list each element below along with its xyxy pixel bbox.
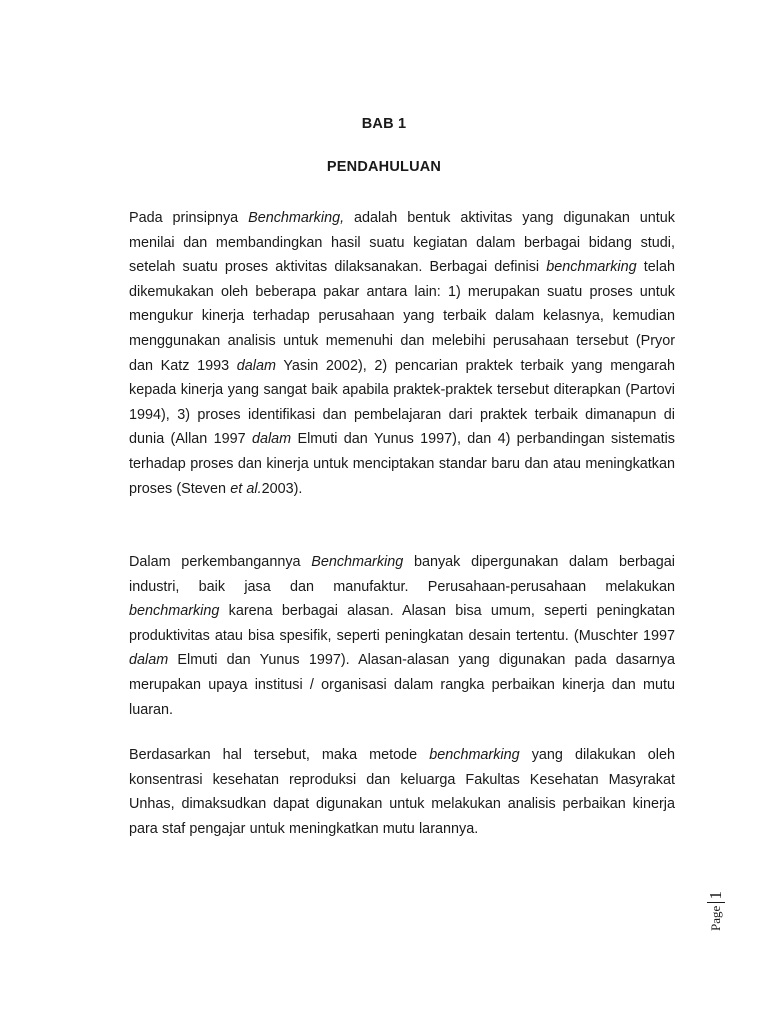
text-run: telah dikemukakan oleh beberapa pakar antara lain: 1) merupakan suatu proses untuk mengukur kinerja terhadap perusahaan yang terbaik dalam kelasnya, kemudian menggunakan analisis untuk memenuhi dan melebihi perusahaan tersebut (Pryor dan Katz 1993 bbox=[129, 259, 675, 374]
text-run: Dalam perkembangannya bbox=[129, 554, 312, 570]
chapter-number: BAB 1 bbox=[361, 116, 407, 132]
text-run: 2003). bbox=[261, 480, 303, 497]
paragraph-2 bbox=[129, 550, 675, 722]
text-run: karena berbagai alasan. Alasan bisa umum, seperti peningkatan produktivitas atau bisa spesifik, seperti peningkatan desain tertentu. (Muschter 1997 bbox=[129, 603, 675, 644]
italic-run: benchmarking bbox=[546, 259, 637, 276]
text-run: Elmuti dan Yunus 1997), dan 4) perbandingan sistematis terhadap proses dan kinerja untuk menciptakan standar baru dan atau meningkatkan proses (Steven bbox=[129, 431, 675, 497]
text-run: Berdasarkan hal tersebut, maka metode bbox=[129, 747, 430, 763]
italic-run: et al. bbox=[230, 480, 262, 497]
paragraph-3 bbox=[129, 743, 675, 841]
italic-run: Benchmarking, bbox=[248, 210, 345, 226]
italic-run: dalam bbox=[251, 431, 292, 448]
italic-run: Benchmarking bbox=[311, 554, 404, 570]
text-run: banyak dipergunakan dalam berbagai industri, baik jasa dan manufaktur. Perusahaan-perusahaan melakukan bbox=[129, 554, 675, 595]
text-run: yang dilakukan oleh konsentrasi kesehatan reproduksi dan keluarga Fakultas Kesehatan Masyrakat Unhas, dimaksudkan dapat digunakan untuk melakukan analisis perbaikan kinerja para staf pengajar untuk meningkatkan mutu larannya. bbox=[129, 747, 675, 837]
text-run: adalah bentuk aktivitas yang digunakan untuk menilai dan membandingkan hasil suatu kegiatan dalam berbagai bidang studi, setelah suatu proses aktivitas dilaksanakan. Berbagai definisi bbox=[129, 210, 675, 276]
italic-run: dalam bbox=[236, 357, 276, 374]
text-run: Pada prinsipnya bbox=[129, 210, 249, 226]
page-label: Page bbox=[708, 905, 723, 931]
italic-run: benchmarking bbox=[429, 747, 520, 763]
italic-run: dalam bbox=[129, 652, 169, 669]
paragraph-1 bbox=[129, 206, 675, 501]
chapter-title: PENDAHULUAN bbox=[326, 159, 442, 175]
text-run: Yasin 2002), 2) pencarian praktek terbaik yang mengarah kepada kinerja yang sangat baik apabila praktek-praktek tersebut diterapkan (Partovi 1994), 3) proses identifikasi dan pembelajaran dari praktek terbaik dimanapun di dunia (Allan 1997 bbox=[129, 357, 675, 448]
italic-run: benchmarking bbox=[129, 603, 220, 620]
text-run: Elmuti dan Yunus 1997). Alasan-alasan yang digunakan pada dasarnya merupakan upaya institusi / organisasi dalam rangka perbaikan kinerja dan mutu luaran. bbox=[129, 652, 675, 718]
page-number-footer bbox=[693, 891, 739, 931]
page-number: 1 bbox=[706, 891, 725, 900]
